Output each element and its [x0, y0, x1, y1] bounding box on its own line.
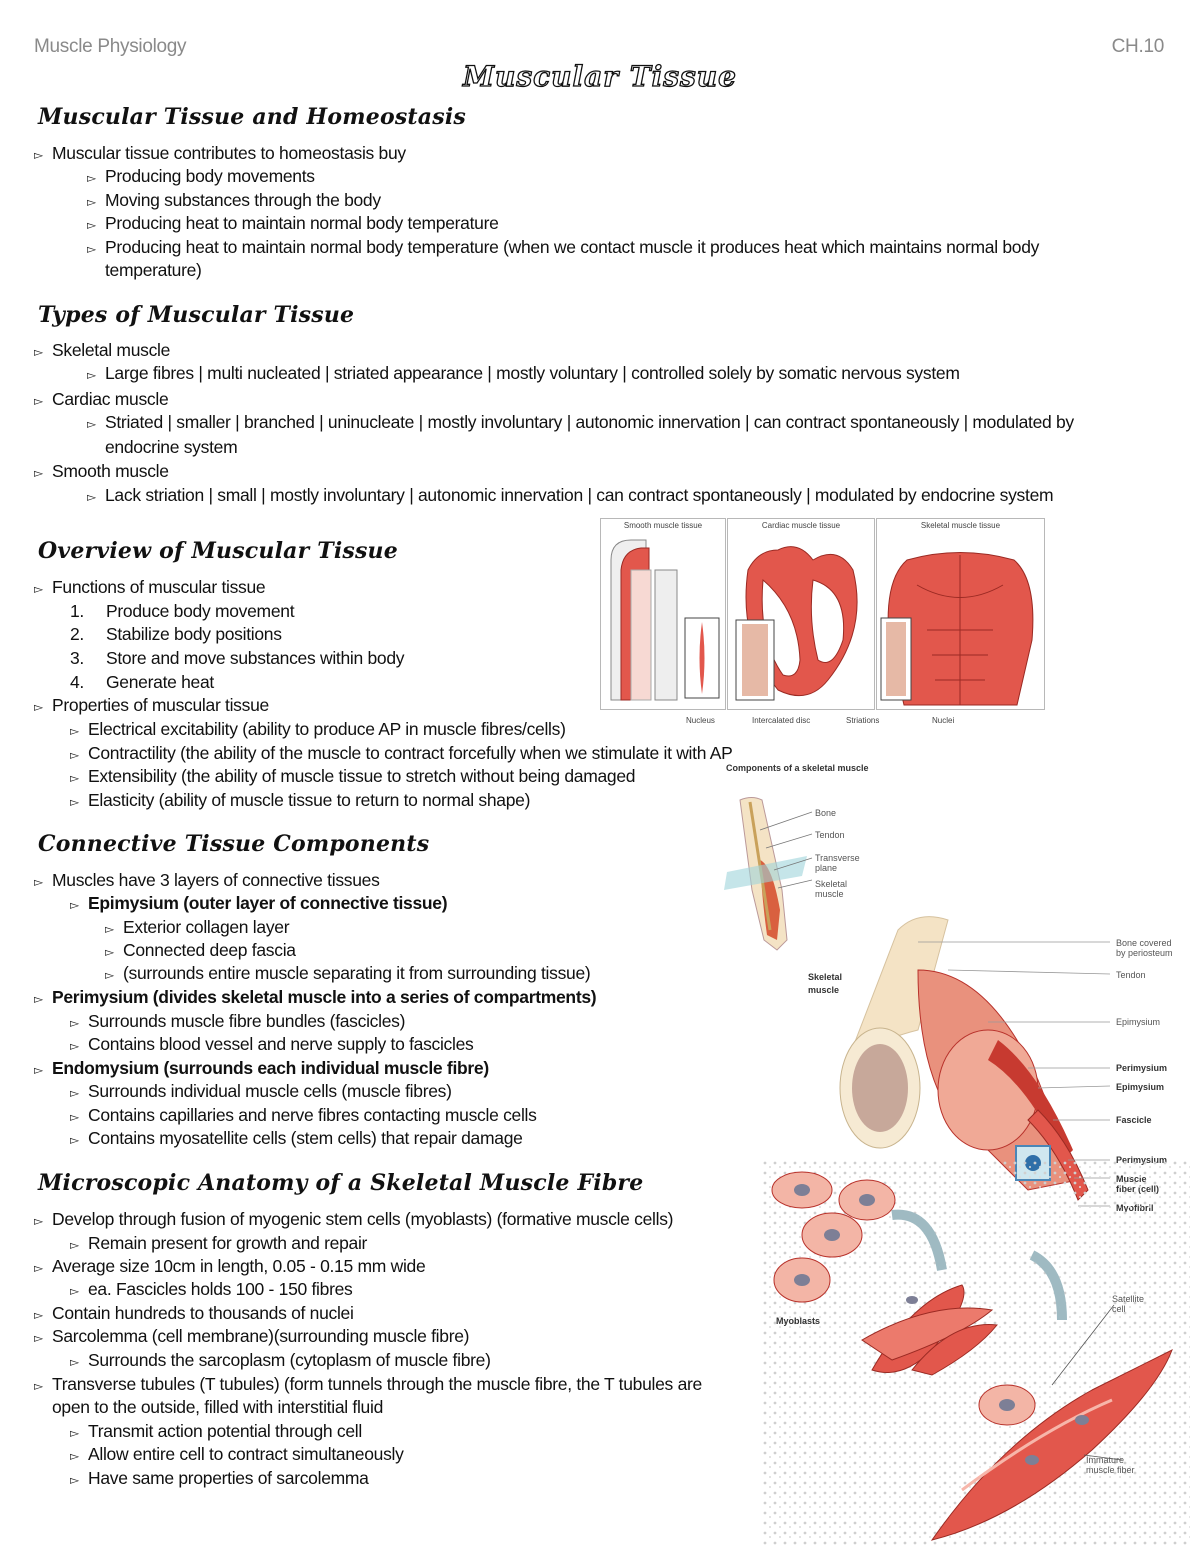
list-item: ▻ Electrical excitability (ability to produce AP in muscle fibres/cells) [70, 718, 566, 744]
list-item: ▻ Striated | smaller | branched | uninucleate | mostly involuntary | autonomic innervation | can contract spontaneously | modulated by [87, 411, 1074, 437]
heart-illustration [728, 530, 874, 706]
bullet-icon: ▻ [105, 945, 114, 959]
bullet-icon: ▻ [70, 1284, 79, 1298]
caption-intercalated-disc: Intercalated disc [752, 716, 811, 725]
label-muscle: muscle [815, 889, 844, 899]
numbered-item: 1. Produce body movement [70, 601, 295, 621]
list-item: ▻ Extensibility (the ability of muscle tissue to stretch without being damaged [70, 765, 635, 791]
label-muscle-fiber: muscle fiber [1086, 1465, 1135, 1475]
label-muscle: muscle [808, 985, 840, 995]
list-item: ▻ Skeletal muscle [34, 339, 170, 365]
label-epimysium: Epimysium [1116, 1017, 1161, 1027]
smooth-muscle-panel [600, 518, 726, 710]
list-item: ▻ Lack striation | small | mostly involuntary | autonomic innervation | can contract spontaneously | modulated by endocrine system [87, 484, 1053, 510]
cardiac-muscle-panel [727, 518, 875, 710]
list-item: ▻ Transmit action potential through cell [70, 1420, 362, 1446]
bullet-icon: ▻ [34, 1214, 43, 1228]
label-fascicle: Fascicle [1116, 1115, 1152, 1125]
list-item: ▻ Smooth muscle [34, 460, 169, 486]
label-myoblasts: Myoblasts [776, 1316, 821, 1326]
list-item: ▻ Remain present for growth and repair [70, 1232, 367, 1258]
label-transverse: Transverse [815, 853, 860, 863]
list-item: ▻ Epimysium (outer layer of connective tissue) [70, 892, 447, 918]
bullet-icon: ▻ [87, 218, 96, 232]
list-item: ▻ Endomysium (surrounds each individual muscle fibre) [34, 1057, 489, 1083]
label-tendon: Tendon [1116, 970, 1146, 980]
bullet-icon: ▻ [70, 1238, 79, 1252]
list-item: ▻ Muscular tissue contributes to homeostasis buy [34, 142, 406, 168]
bullet-icon: ▻ [70, 748, 79, 762]
myoblast-fusion-illustration [762, 1160, 1190, 1546]
panel-title: Cardiac muscle tissue [761, 521, 841, 530]
label-satellite: Satellite [1112, 1294, 1145, 1304]
bullet-icon: ▻ [70, 1355, 79, 1369]
bullet-icon: ▻ [34, 700, 43, 714]
bullet-icon: ▻ [70, 1086, 79, 1100]
bullet-icon: ▻ [34, 1063, 43, 1077]
list-item: ▻ ea. Fascicles holds 100 - 150 fibres [70, 1278, 352, 1304]
heading-types: Types of Muscular Tissue [38, 302, 355, 328]
bullet-icon: ▻ [87, 368, 96, 382]
list-item: ▻ Properties of muscular tissue [34, 694, 269, 720]
bullet-icon: ▻ [87, 417, 96, 431]
bullet-icon: ▻ [34, 875, 43, 889]
list-item: ▻ Moving substances through the body [87, 189, 381, 215]
label-plane: plane [815, 863, 838, 873]
bullet-icon: ▻ [34, 1331, 43, 1345]
bullet-icon: ▻ [70, 1426, 79, 1440]
bullet-icon: ▻ [105, 968, 114, 982]
list-item: ▻ Surrounds muscle fibre bundles (fascicles) [70, 1010, 405, 1036]
label-immature: Immature [1086, 1455, 1125, 1465]
bullet-icon: ▻ [70, 771, 79, 785]
smooth-muscle-illustration [601, 530, 725, 706]
bullet-icon: ▻ [34, 466, 43, 480]
bullet-icon: ▻ [70, 1016, 79, 1030]
list-item: ▻ Contains capillaries and nerve fibres contacting muscle cells [70, 1104, 537, 1130]
bullet-icon: ▻ [87, 242, 96, 256]
list-item: ▻ Surrounds individual muscle cells (muscle fibres) [70, 1080, 452, 1106]
heading-homeostasis: Muscular Tissue and Homeostasis [38, 104, 466, 130]
list-item-continuation: temperature) [105, 260, 202, 280]
bullet-icon: ▻ [70, 795, 79, 809]
bullet-icon: ▻ [34, 992, 43, 1006]
label-cell: cell [1112, 1304, 1126, 1314]
list-item: ▻ Contains myosatellite cells (stem cells) that repair damage [70, 1127, 523, 1153]
bullet-icon: ▻ [34, 394, 43, 408]
list-item: ▻ Surrounds the sarcoplasm (cytoplasm of muscle fibre) [70, 1349, 491, 1375]
label-skeletal: Skeletal [808, 972, 843, 982]
bullet-icon: ▻ [70, 1473, 79, 1487]
numbered-item: 2. Stabilize body positions [70, 624, 282, 644]
bullet-icon: ▻ [34, 345, 43, 359]
bullet-icon: ▻ [105, 922, 114, 936]
bullet-icon: ▻ [34, 1261, 43, 1275]
page-title: Muscular Tissue [463, 60, 737, 93]
list-item: ▻ Producing heat to maintain normal body temperature (when we contact muscle it produces heat which maintains normal body [87, 236, 1039, 262]
numbered-item: 3. Store and move substances within body [70, 648, 405, 668]
list-item: ▻ Contractility (the ability of the muscle to contract forcefully when we stimulate it with AP [70, 742, 733, 768]
list-item: ▻ Cardiac muscle [34, 388, 168, 414]
list-item-continuation: endocrine system [105, 437, 238, 457]
list-item: ▻ Functions of muscular tissue [34, 576, 265, 602]
heading-microscopic: Microscopic Anatomy of a Skeletal Muscle Fibre [38, 1170, 644, 1196]
list-item: ▻ Perimysium (divides skeletal muscle into a series of compartments) [34, 986, 596, 1012]
torso-illustration [877, 530, 1044, 706]
numbered-item: 4. Generate heat [70, 672, 214, 692]
list-item: ▻ Producing body movements [87, 165, 315, 191]
label-epimysium: Epimysium [1116, 1082, 1165, 1092]
list-item: ▻ (surrounds entire muscle separating it from surrounding tissue) [105, 962, 590, 988]
header-chapter: CH.10 [1111, 36, 1164, 57]
list-item: ▻ Connected deep fascia [105, 939, 296, 965]
bullet-icon: ▻ [34, 582, 43, 596]
skeletal-muscle-panel [876, 518, 1045, 710]
label-bone-covered: Bone covered [1116, 938, 1172, 948]
bullet-icon: ▻ [87, 490, 96, 504]
list-item: ▻ Elasticity (ability of muscle tissue to return to normal shape) [70, 789, 530, 815]
list-item: ▻ Contains blood vessel and nerve supply to fascicles [70, 1033, 473, 1059]
list-item: ▻ Contain hundreds to thousands of nuclei [34, 1302, 354, 1328]
heading-overview: Overview of Muscular Tissue [38, 538, 398, 564]
caption-nuclei: Nuclei [932, 716, 955, 725]
list-item: ▻ Transverse tubules (T tubules) (form tunnels through the muscle fibre, the T tubules are [34, 1373, 702, 1399]
label-bone: Bone [815, 808, 837, 818]
list-item: ▻ Exterior collagen layer [105, 916, 289, 942]
bullet-icon: ▻ [87, 171, 96, 185]
list-item: ▻ Sarcolemma (cell membrane)(surrounding muscle fibre) [34, 1325, 469, 1351]
bullet-icon: ▻ [70, 724, 79, 738]
label-tendon: Tendon [815, 830, 845, 840]
header-course: Muscle Physiology [34, 36, 187, 57]
panel-title: Smooth muscle tissue [623, 521, 703, 530]
list-item-continuation: open to the outside, filled with interstitial fluid [52, 1397, 384, 1417]
list-item: ▻ Have same properties of sarcolemma [70, 1467, 369, 1493]
list-item: ▻ Allow entire cell to contract simultaneously [70, 1443, 404, 1469]
list-item: ▻ Large fibres | multi nucleated | striated appearance | mostly voluntary | controlled solely by somatic nervous system [87, 362, 960, 388]
label-perimysium: Perimysium [1116, 1063, 1168, 1073]
bullet-icon: ▻ [70, 898, 79, 912]
figure-title: Components of a skeletal muscle [726, 763, 869, 773]
bullet-icon: ▻ [70, 1133, 79, 1147]
bullet-icon: ▻ [70, 1449, 79, 1463]
bullet-icon: ▻ [87, 195, 96, 209]
list-item: ▻ Develop through fusion of myogenic stem cells (myoblasts) (formative muscle cells) [34, 1208, 673, 1234]
list-item: ▻ Producing heat to maintain normal body temperature [87, 212, 499, 238]
heading-connective: Connective Tissue Components [38, 831, 430, 857]
list-item: ▻ Muscles have 3 layers of connective tissues [34, 869, 380, 895]
label-by-periosteum: by periosteum [1116, 948, 1173, 958]
bullet-icon: ▻ [70, 1110, 79, 1124]
bullet-icon: ▻ [70, 1039, 79, 1053]
caption-striations: Striations [846, 716, 880, 725]
label-skeletal: Skeletal [815, 879, 848, 889]
panel-title: Skeletal muscle tissue [920, 521, 1001, 530]
bullet-icon: ▻ [34, 148, 43, 162]
bullet-icon: ▻ [34, 1379, 43, 1393]
bullet-icon: ▻ [34, 1308, 43, 1322]
caption-nucleus: Nucleus [686, 716, 715, 725]
list-item: ▻ Average size 10cm in length, 0.05 - 0.15 mm wide [34, 1255, 425, 1281]
